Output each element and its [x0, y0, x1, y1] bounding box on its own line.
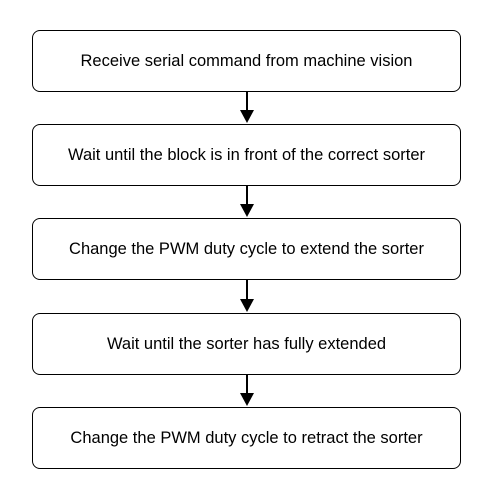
step-retract-sorter: [32, 407, 461, 469]
step-label: Receive serial command from machine vision: [80, 51, 413, 70]
arrow-2-to-3: [240, 186, 254, 217]
step-wait-extended: [32, 313, 461, 375]
step-label: Change the PWM duty cycle to retract the sorter: [70, 428, 423, 447]
step-label: Wait until the block is in front of the correct sorter: [67, 145, 426, 164]
arrow-4-to-5: [240, 375, 254, 406]
step-extend-sorter: [32, 218, 461, 280]
arrow-1-to-2: [240, 92, 254, 123]
step-receive-command: [32, 30, 461, 92]
step-label: Change the PWM duty cycle to extend the sorter: [69, 239, 424, 258]
step-label: Wait until the sorter has fully extended: [106, 334, 387, 353]
step-wait-block-position: [32, 124, 461, 186]
arrow-3-to-4: [240, 280, 254, 312]
